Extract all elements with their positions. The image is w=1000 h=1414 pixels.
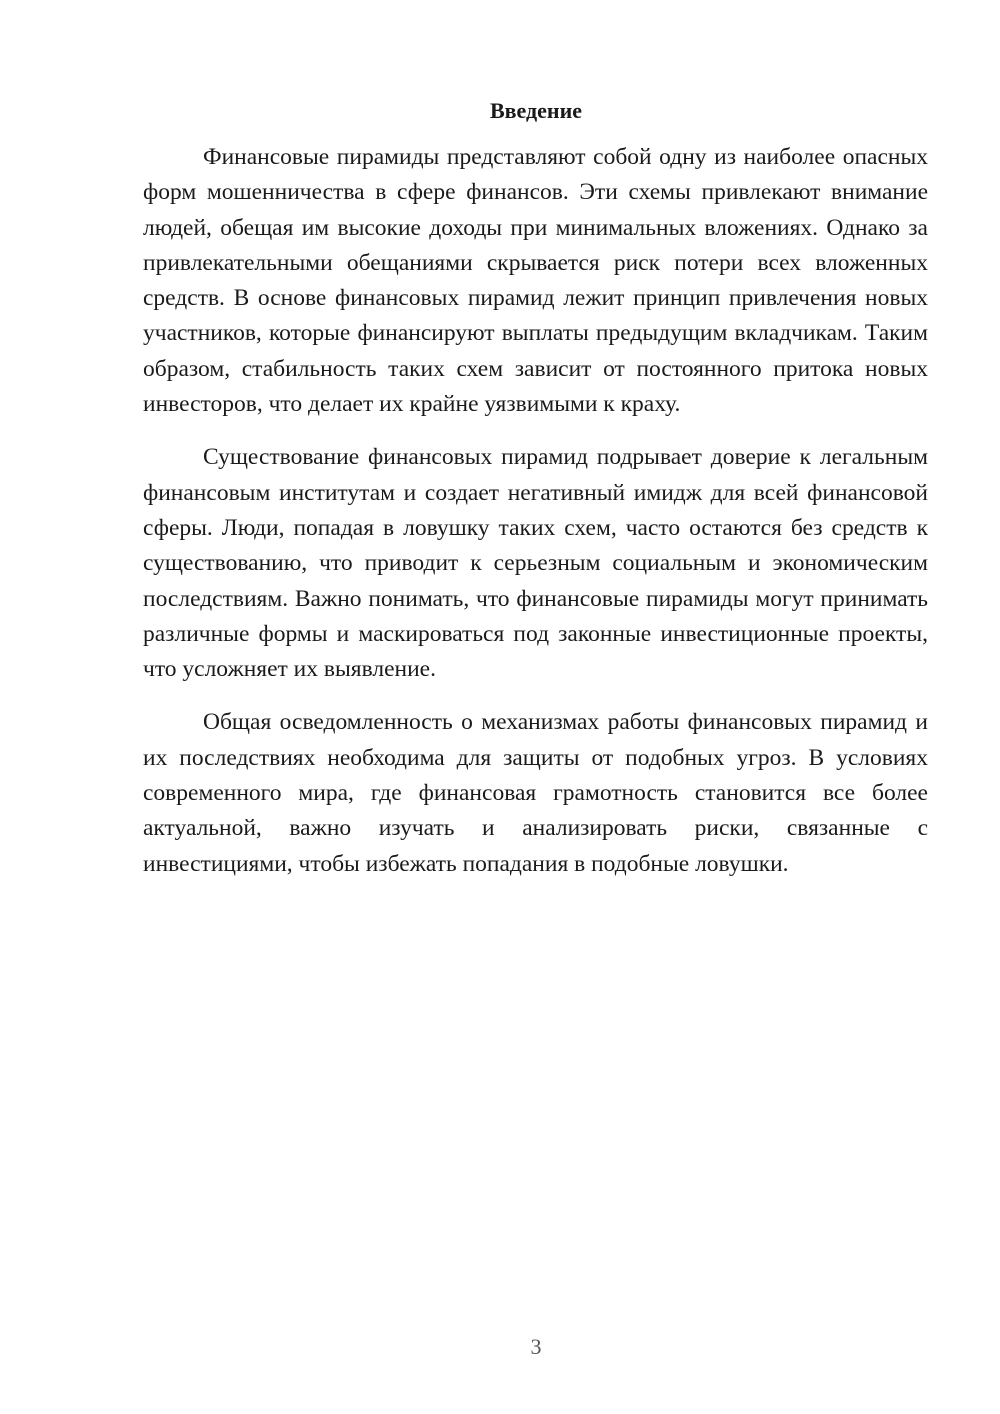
paragraph-1: Финансовые пирамиды представляют собой одну из наиболее опасных форм мошенничества в сфере финансов. Эти схемы привлекают внимание людей, обещая им высокие доходы при минимальных вложениях. Однако за привлекательными обещаниями скрывается риск потери всех вложенных средств. В основе финансовых пирамид лежит принцип привлечения новых участников, которые финансируют выплаты предыдущим вкладчикам. Таким образом, стабильность таких схем зависит от постоянного притока новых инвесторов, что делает их крайне уязвимыми к краху. — [143, 144, 928, 418]
page-number: 3 — [530, 1334, 542, 1359]
paragraph-3: Общая осведомленность о механизмах работы финансовых пирамид и их последствиях необходима для защиты от подобных угроз. В условиях современного мира, где финансовая грамотность становится все более актуальной, важно изучать и анализировать риски, связанные с инвестициями, чтобы избежать попадания в подобные ловушки. — [143, 709, 928, 877]
section-title: Введение — [489, 98, 583, 123]
paragraph-2: Существование финансовых пирамид подрывает доверие к легальным финансовым институтам и создает негативный имидж для всей финансовой сферы. Люди, попадая в ловушку таких схем, часто остаются без средств к существованию, что приводит к серьезным социальным и экономическим последствиям. Важно понимать, что финансовые пирамиды могут принимать различные формы и маскироваться под законные инвестиционные проекты, что усложняет их выявление. — [143, 444, 928, 683]
body-text — [143, 140, 928, 900]
